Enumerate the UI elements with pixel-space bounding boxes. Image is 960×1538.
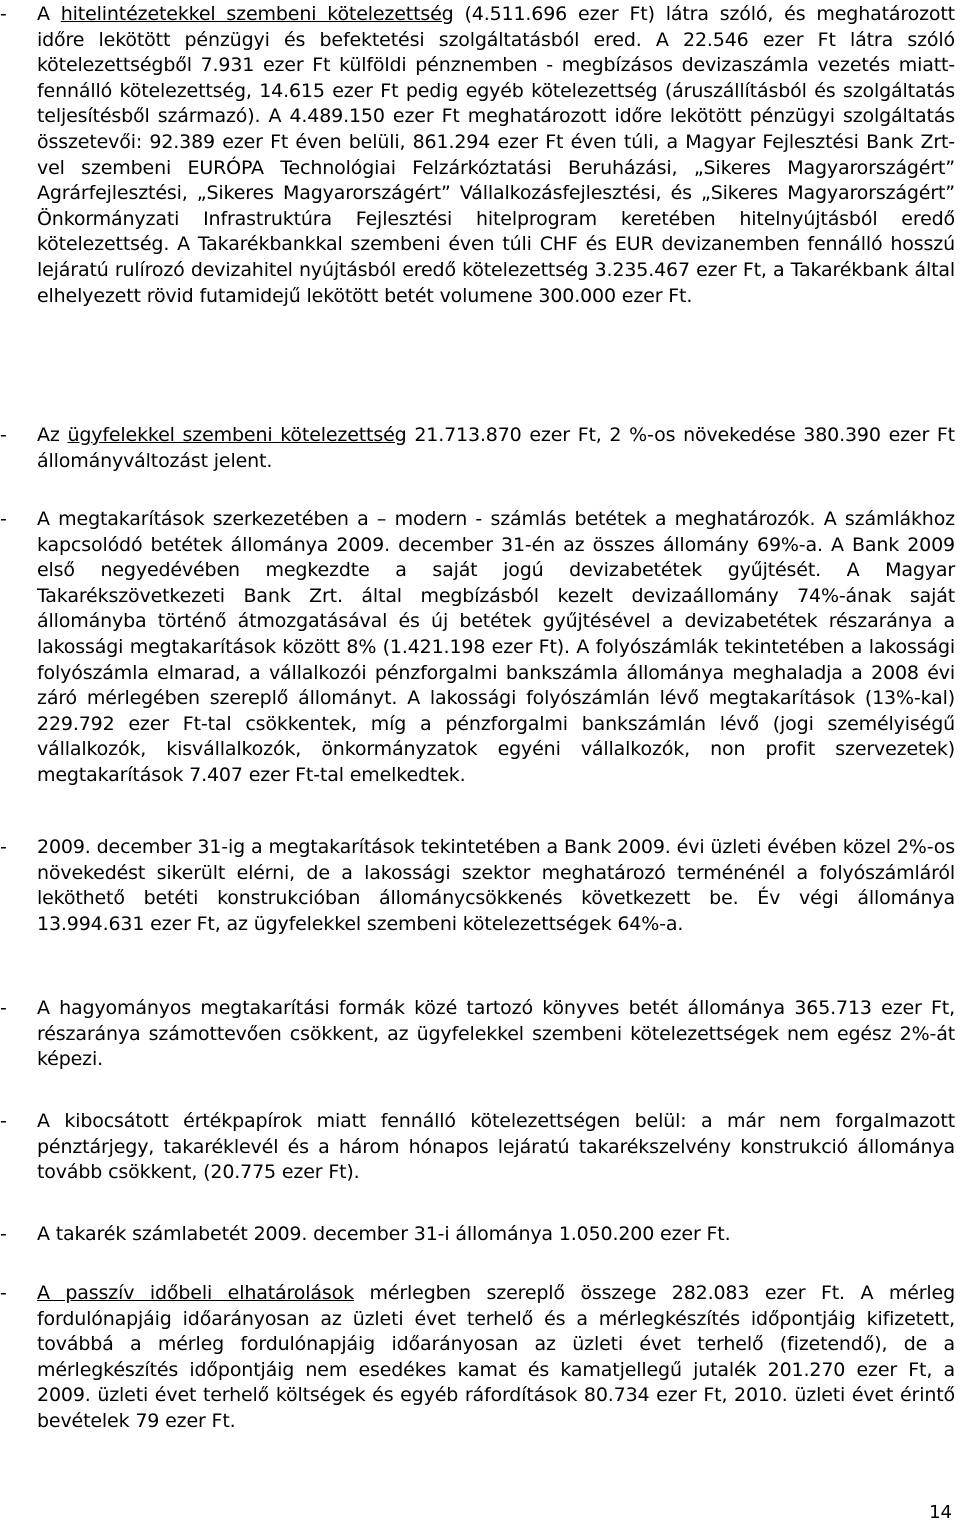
paragraph bbox=[37, 423, 955, 474]
paragraph bbox=[37, 1281, 955, 1435]
paragraph-lead: A bbox=[37, 3, 61, 25]
underlined-term: A passzív időbeli elhatárolások bbox=[37, 1282, 354, 1304]
paragraph bbox=[37, 507, 955, 789]
bullet-dash: - bbox=[0, 836, 7, 858]
paragraph-text: mérlegben szereplő összege 282.083 ezer Ft. A mérleg fordulónapjáig időarányosan az üzleti évet terhelő és a mérlegkészítés időpontjáig kifizetett, továbbá a mérleg fordulónapjáig időarányosan az üzleti évet terhelő (fizetendő), de a mérlegkészítés időpontjáig nem esedékes kamat és kamatjellegű jutalék 201.270 ezer Ft, a 2009. üzleti évet terhelő költségek és egyéb ráfordítások 80.734 ezer Ft, 2010. üzleti évet érintő bevételek 79 ezer Ft. bbox=[37, 1282, 955, 1432]
paragraph-text: 21.713.870 ezer Ft, 2 %-os növekedése 380.390 ezer Ft állományváltozást jelent. bbox=[37, 424, 955, 472]
bullet-dash: - bbox=[0, 997, 7, 1019]
page-number: 14 bbox=[929, 1502, 952, 1523]
paragraph-text: A kibocsátott értékpapírok miatt fennálló kötelezettségen belül: a már nem forgalmazott pénztárjegy, takaréklevél és a három hónapos lejáratú takarékszelvény konstrukció állománya tovább csökkent, (20.775 ezer Ft). bbox=[37, 1110, 955, 1184]
paragraph-text: (4.511.696 ezer Ft) látra szóló, és meghatározott időre lekötött pénzügyi és befektetési szolgáltatásból ered. A 22.546 ezer Ft látra szóló kötelezettségből 7.931 ezer Ft külföldi pénznemben - megbízásos devizaszámla vezetés miatt- fennálló kötelezettség, 14.615 ezer Ft pedig egyéb kötelezettség (áruszállításból és szolgáltatás teljesítésből származó). A 4.489.150 ezer Ft meghatározott időre lekötött pénzügyi szolgáltatás összetevői: 92.389 ezer Ft éven belüli, 861.294 ezer Ft éven túli, a Magyar Fejlesztési Bank Zrt-vel szembeni EURÓPA Technológiai Felzárkóztatási Beruházási, „Sikeres Magyarországért” Agrárfejlesztési, „Sikeres Magyarországért” Vállalkozásfejlesztési, és „Sikeres Magyarországért” Önkormányzati Infrastruktúra Fejlesztési hitelprogram keretében hitelnyújtásból eredő kötelezettség. A Takarékbankkal szembeni éven túli CHF és EUR devizanemben fennálló hosszú lejáratú rulírozó devizahitel nyújtásból eredő kötelezettség 3.235.467 ezer Ft, a Takarékbank által elhelyezett rövid futamidejű lekötött betét volumene 300.000 ezer Ft. bbox=[37, 3, 955, 307]
bullet-dash: - bbox=[0, 1223, 7, 1245]
paragraph bbox=[37, 835, 955, 937]
bullet-dash: - bbox=[0, 3, 7, 25]
underlined-term: ügyfelekkel szembeni kötelezettség bbox=[67, 424, 407, 446]
paragraph bbox=[37, 1222, 955, 1248]
bullet-dash: - bbox=[0, 1282, 7, 1304]
paragraph bbox=[37, 996, 955, 1073]
bullet-dash: - bbox=[0, 424, 7, 446]
paragraph-text: A hagyományos megtakarítási formák közé tartozó könyves betét állománya 365.713 ezer Ft, részaránya számottevően csökkent, az ügyfelekkel szembeni kötelezettségek nem egész 2%-át képezi. bbox=[37, 997, 955, 1071]
paragraph-lead: Az bbox=[37, 424, 68, 446]
bullet-dash: - bbox=[0, 508, 7, 530]
paragraph-text: A megtakarítások szerkezetében a – modern - számlás betétek a meghatározók. A számlákhoz kapcsolódó betétek állománya 2009. december 31-én az összes állomány 69%-a. A Bank 2009 első negyedévében megkezdte a saját jogú devizabetétek gyűjtését. A Magyar Takarékszövetkezeti Bank Zrt. által megbízásból kezelt devizaállomány 74%-ának saját állományba történő átmozgatásával és új betétek gyűjtésével a devizabetétek részaránya a lakossági megtakarítások között 8% (1.421.198 ezer Ft). A folyószámlák tekintetében a lakossági folyószámla elmarad, a vállalkozói pénzforgalmi bankszámla állománya meghaladja a 2008 évi záró mérlegében szereplő állományt. A lakossági folyószámlán lévő megtakarítások (13%-kal) 229.792 ezer Ft-tal csökkentek, míg a pénzforgalmi bankszámlán lévő (jogi személyiségű vállalkozók, kisvállalkozók, önkormányzatok egyéni vállalkozók, non profit szervezetek) megtakarítások 7.407 ezer Ft-tal emelkedtek. bbox=[37, 508, 955, 786]
paragraph bbox=[37, 2, 955, 309]
underlined-term: hitelintézetekkel szembeni kötelezettség bbox=[60, 3, 454, 25]
bullet-dash: - bbox=[0, 1110, 7, 1132]
paragraph-text: A takarék számlabetét 2009. december 31-i állománya 1.050.200 ezer Ft. bbox=[37, 1223, 731, 1245]
paragraph bbox=[37, 1109, 955, 1186]
paragraph-text: 2009. december 31-ig a megtakarítások tekintetében a Bank 2009. évi üzleti évében közel 2%-os növekedést sikerült elérni, de a lakossági szektor meghatározó terménénél a folyószámláról leköthető betéti konstrukcióban állománycsökkenés következett be. Év végi állománya 13.994.631 ezer Ft, az ügyfelekkel szembeni kötelezettségek 64%-a. bbox=[37, 836, 955, 935]
